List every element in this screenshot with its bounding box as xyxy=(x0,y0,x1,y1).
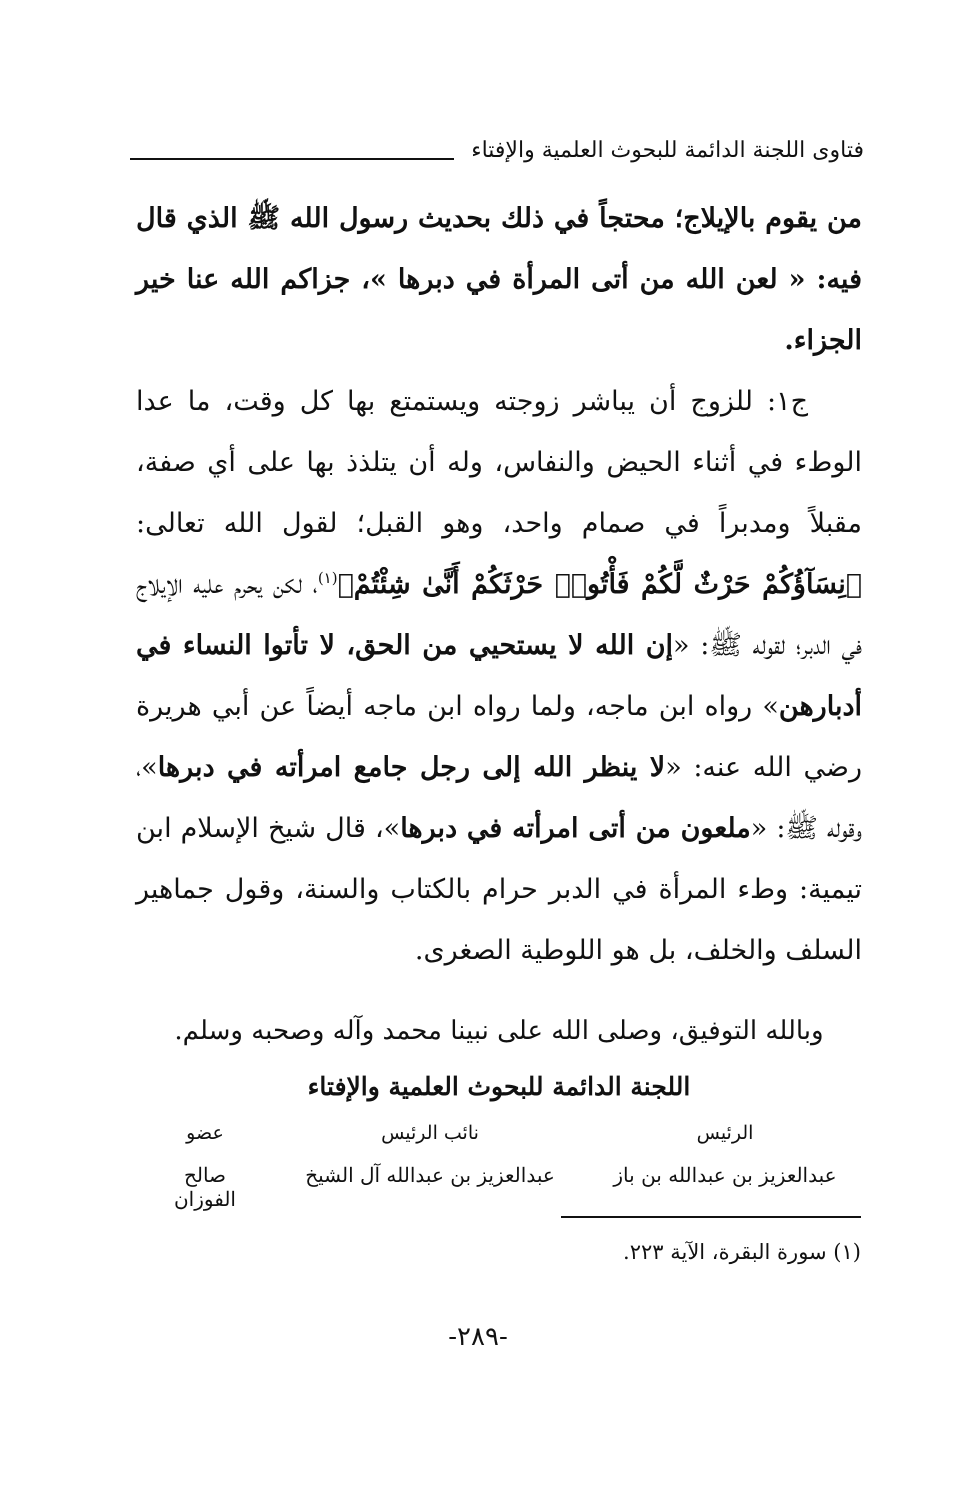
question-text: من يقوم بالإيلاج؛ محتجاً في ذلك بحديث رسول الله ﷺ الذي قال فيه: « لعن الله من أتى المرأة في دبرها »، جزاكم الله عنا خير الجزاء. xyxy=(136,203,862,356)
name-president: عبدالعزيز بن عبدالله بن باز xyxy=(613,1163,837,1187)
role-member: عضو xyxy=(186,1122,224,1144)
name-member: صالح الفوزان xyxy=(173,1163,236,1211)
hadith-2: لا ينظر الله إلى رجل جامع امرأته في دبرها xyxy=(157,752,666,783)
committee-name: اللجنة الدائمة للبحوث العلمية والإفتاء xyxy=(307,1072,691,1101)
running-header xyxy=(130,138,864,178)
answer-part-4: »، وقوله ﷺ: « xyxy=(136,752,863,844)
signatory-names xyxy=(150,1163,850,1211)
footnote-text: (١) سورة البقرة، الآية ٢٢٣. xyxy=(623,1240,861,1264)
answer-text xyxy=(136,371,862,981)
answer-part-3: » رواه ابن ماجه، ولما رواه ابن ماجه أيضاً عن أبي هريرة رضي الله عنه: « xyxy=(136,691,862,783)
fatwa-body xyxy=(136,188,862,981)
role-vice-president: نائب الرئيس xyxy=(381,1122,479,1144)
page-number: -٢٨٩- xyxy=(448,1322,508,1352)
closing-line: وبالله التوفيق، وصلى الله على نبينا محمد وآله وصحبه وسلم. xyxy=(174,1016,824,1046)
hadith-3: ملعون من أتى امرأته في دبرها xyxy=(400,813,751,844)
signatory-roles xyxy=(150,1122,850,1144)
role-president: الرئيس xyxy=(696,1122,754,1144)
header-title: فتاوى اللجنة الدائمة للبحوث العلمية والإفتاء xyxy=(471,138,864,163)
answer-part-1: ج١: للزوج أن يباشر زوجته ويستمتع بها كل وقت، ما عدا الوطء في أثناء الحيض والنفاس، وله أن يتلذذ بها على أي صفة، مقبلاً ومدبراً في صمام واحد، وهو القبل؛ لقول الله تعالى: xyxy=(136,386,862,539)
name-vice-president: عبدالعزيز بن عبدالله آل الشيخ xyxy=(305,1163,555,1187)
answer-part-5: »، قال شيخ الإسلام ابن تيمية: وطء المرأة في الدبر حرام بالكتاب والسنة، وقول جماهير السلف والخلف، بل هو اللوطية الصغرى. xyxy=(136,813,862,966)
footnote-marker: (١) xyxy=(317,569,338,587)
footnote-rule xyxy=(561,1216,861,1218)
answer-part-2: ، لكن يحرم عليه الإيلاج في الدبر؛ لقوله ﷺ: « xyxy=(136,569,862,661)
hadith-1: إن الله لا يستحيي من الحق، لا تأتوا النساء في أدبارهن xyxy=(136,630,862,722)
header-rule xyxy=(130,158,454,160)
quran-verse: ﴿نِسَآؤُكُمْ حَرْثٌ لَّكُمْ فَأْتُوا۟ حَرْثَكُمْ أَنَّىٰ شِئْتُمْ﴾ xyxy=(337,569,862,600)
